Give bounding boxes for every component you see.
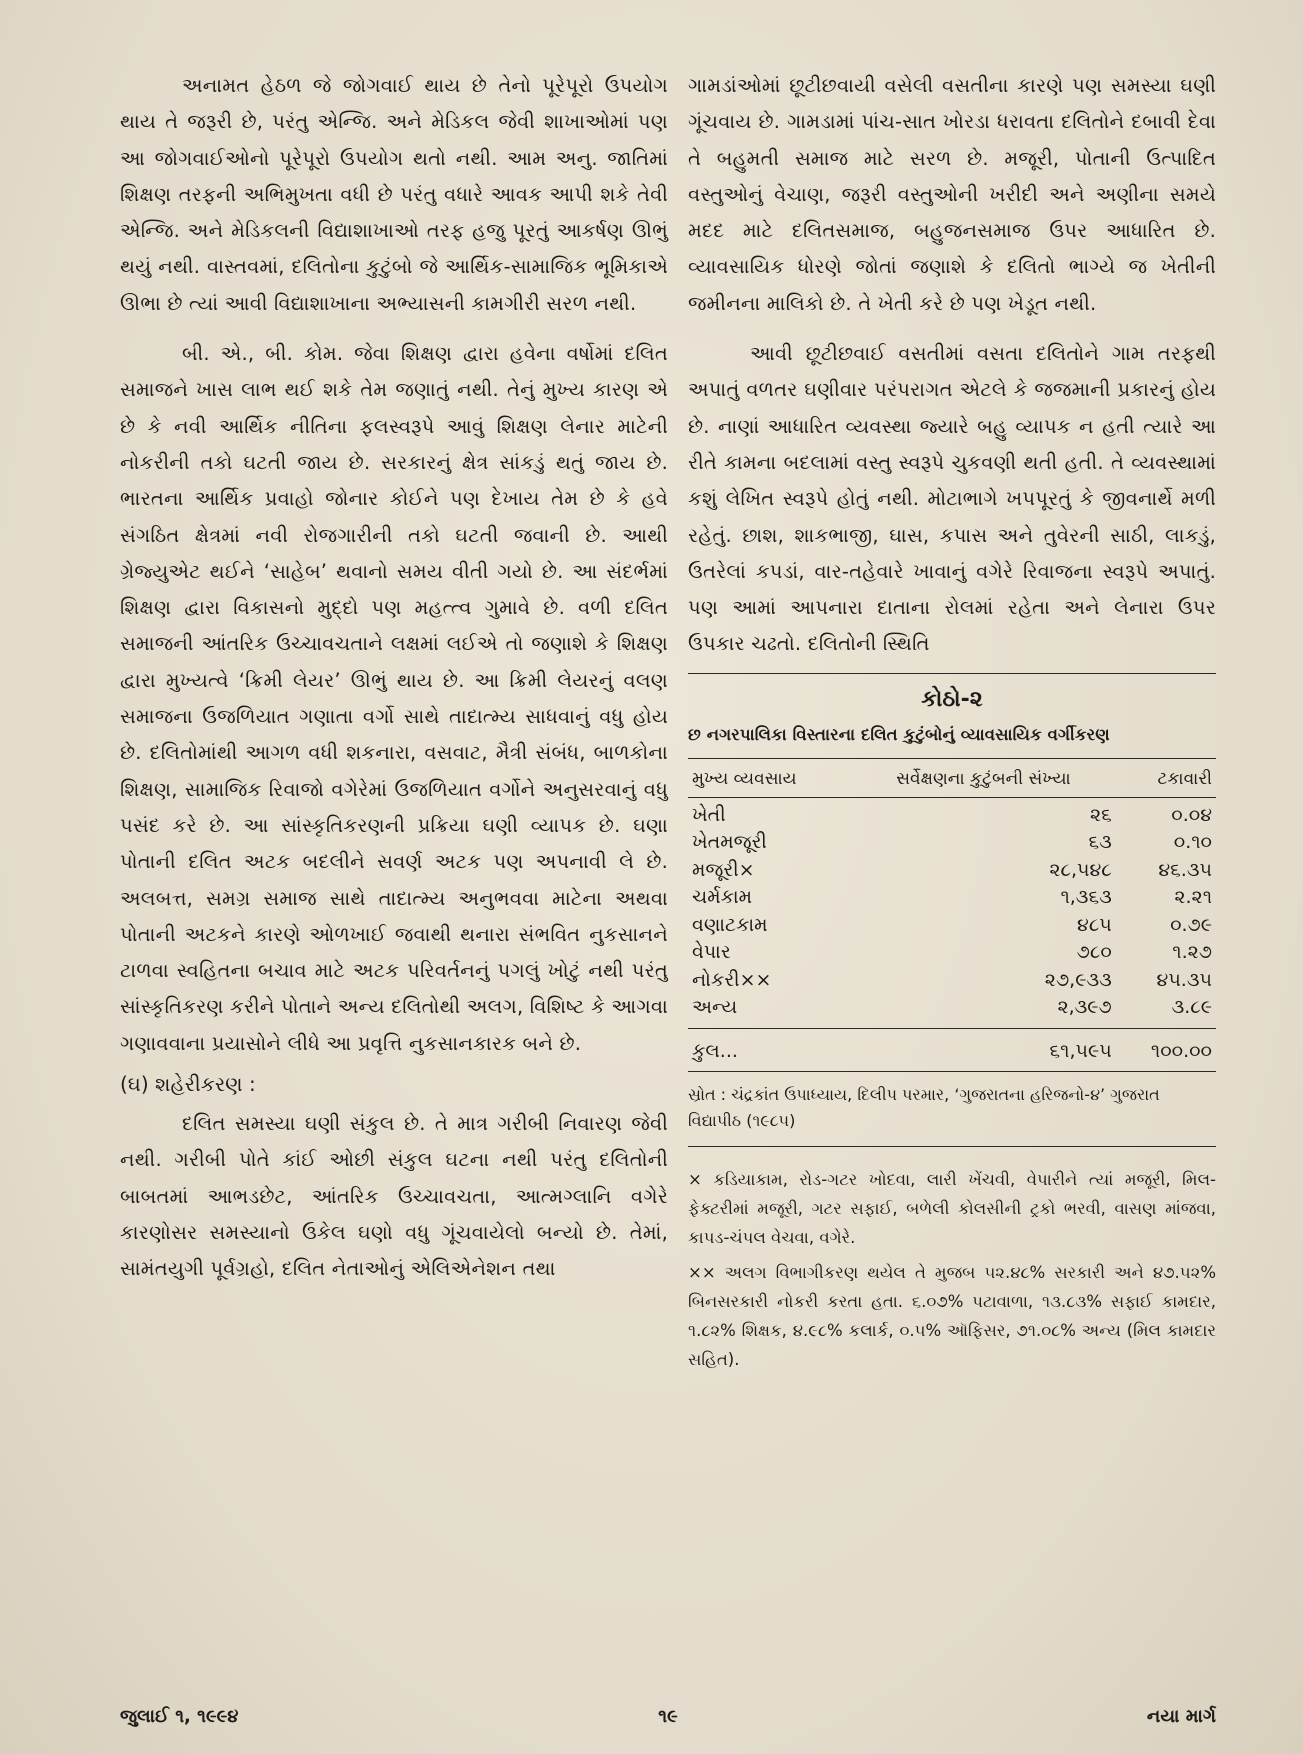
table-cell: કુલ... <box>692 1039 738 1062</box>
table-cell: અન્ય <box>692 996 738 1019</box>
table-cell: ૧૦૦.૦૦ <box>1150 1039 1212 1062</box>
table-cell: ૧,૩૬૩ <box>1060 886 1112 909</box>
table-cell: ૦.૧૦ <box>1173 831 1212 854</box>
column-header: મુખ્ય વ્યવસાય <box>692 768 797 789</box>
table-subtitle: છ નગરપાલિકા વિસ્તારના દલિત કુટુંબોનું વ્યાવસાયિક વર્ગીકરણ <box>688 724 1110 744</box>
footnote: × કડિયાકામ, રોડ-ગટર ખોદવા, લારી ખેંચવી, વેપારીને ત્યાં મજૂરી, મિલ-ફેક્ટરીમાં મજૂરી, ગટર સફાઈ, બળેલી કોલસીની ટ્રકો ભરવી, વાસણ માંજવા, કાપડ-ચંપલ વેચવા, વગેરે. <box>688 1169 1216 1247</box>
table-cell: ૦.૦૪ <box>1171 803 1212 826</box>
table-row <box>688 912 1216 940</box>
table-cell: ખેતી <box>692 803 726 826</box>
paragraph: ગામડાંઓમાં છૂટીછવાયી વસેલી વસતીના કારણે પણ સમસ્યા ઘણી ગૂંચવાય છે. ગામડામાં પાંચ-સાત ખોરડા ધરાવતા દલિતોને દબાવી દેવા તે બહુમતી સમાજ માટે સરળ છે. મજૂરી, પોતાની ઉત્પાદિત વસ્તુઓનું વેચાણ, જરૂરી વસ્તુઓની ખરીદી અને અણીના સમયે મદદ માટે દલિતસમાજ, બહુજનસમાજ ઉપર આધારિત છે. વ્યાવસાયિક ધોરણે જોતાં જણાશે કે દલિતો ભાગ્યે જ ખેતીની જમીનના માલિકો છે. તે ખેતી કરે છે પણ ખેડૂત નથી. <box>688 74 1216 315</box>
table-row <box>688 967 1216 995</box>
table-cell: ૪૫.૩૫ <box>1156 968 1212 991</box>
left-column <box>120 68 668 1288</box>
paragraph: આવી છૂટીછવાઈ વસતીમાં વસતા દલિતોને ગામ તરફથી અપાતું વળતર ઘણીવાર પરંપરાગત એટલે કે જજમાની પ્રકારનું હોય છે. નાણાં આધારિત વ્યવસ્થા જ્યારે બહુ વ્યાપક ન હતી ત્યારે આ રીતે કામના બદલામાં વસ્તુ સ્વરૂપે ચુકવણી થતી હતી. તે વ્યવસ્થામાં કશું લેખિત સ્વરૂપે હોતું નથી. મોટાભાગે ખપપૂરતું કે જીવનાર્થે મળી રહેતું. છાશ, શાકભાજી, ઘાસ, કપાસ અને તુવેરની સાઠી, લાકડું, ઉતરેલાં કપડાં, વાર-તહેવારે ખાવાનું વગેરે રિવાજના સ્વરૂપે અપાતું. પણ આમાં આપનારા દાતાના રોલમાં રહેતા અને લેનારા ઉપર ઉપકાર ચઢતો. દલિતોની સ્થિતિ <box>688 342 1216 656</box>
table-cell: મજૂરી× <box>692 858 755 881</box>
table-row <box>688 994 1216 1028</box>
table-total-row <box>688 1028 1216 1071</box>
table-cell: ૪૮૫ <box>1077 913 1112 936</box>
table-row <box>688 797 1216 829</box>
table-cell: ચર્મકામ <box>692 886 753 909</box>
paragraph: અનામત હેઠળ જે જોગવાઈ થાય છે તેનો પૂરેપૂરો ઉપયોગ થાય તે જરૂરી છે, પરંતુ એન્જિ. અને મેડિકલ જેવી શાખાઓમાં પણ આ જોગવાઈઓનો પૂરેપૂરો ઉપયોગ થતો નથી. આમ અનુ. જાતિમાં શિક્ષણ તરફની અભિમુખતા વધી છે પરંતુ વધારે આવક આપી શકે તેવી એન્જિ. અને મેડિકલની વિદ્યાશાખાઓ તરફ હજુ પૂરતું આકર્ષણ ઊભું થયું નથી. વાસ્તવમાં, દલિતોના કુટુંબો જે આર્થિક-સામાજિક ભૂમિકાએ ઊભા છે ત્યાં આવી વિદ્યાશાખાના અભ્યાસની કામગીરી સરળ નથી. <box>120 74 668 315</box>
table-cell: ૬૩ <box>1088 831 1112 854</box>
table-row <box>688 884 1216 912</box>
table-cell: ૨૭,૯૩૩ <box>1044 968 1112 991</box>
table-cell: વણાટકામ <box>692 913 768 936</box>
footnote: ×× અલગ વિભાગીકરણ થયેલ તે મુજબ ૫૨.૪૮% સરકારી અને ૪૭.૫૨% બિનસરકારી નોકરી કરતા હતા. ૬.૦૭% પટાવાળા, ૧૩.૮૩% સફાઈ કામદાર, ૧.૮૨% શિક્ષક, ૪.૯૮% કલાર્ક, ૦.૫% ઑફિસર, ૭૧.૦૮% અન્ય (મિલ કામદાર સહિત). <box>688 1262 1216 1369</box>
table-row <box>688 939 1216 967</box>
table-cell: ૩.૮૯ <box>1171 996 1212 1019</box>
table-cell: ૨,૩૯૭ <box>1057 996 1112 1019</box>
table-cell: વેપાર <box>692 941 731 964</box>
occupation-table <box>688 758 1216 1072</box>
table-cell: ૬૧,૫૯૫ <box>1049 1039 1112 1062</box>
table-cell: ૨૬ <box>1089 803 1112 826</box>
table-cell: ખેતમજૂરી <box>692 831 767 854</box>
table-header-row <box>688 758 1216 797</box>
table-cell: ૭૮૦ <box>1076 941 1112 964</box>
table-cell: ૦.૭૯ <box>1170 913 1212 936</box>
paragraph: બી. એ., બી. કોમ. જેવા શિક્ષણ દ્વારા હવેના વર્ષોમાં દલિત સમાજને ખાસ લાભ થઈ શકે તેમ જણાતું નથી. તેનું મુખ્ય કારણ એ છે કે નવી આર્થિક નીતિના ફલસ્વરૂપે આવું શિક્ષણ લેનાર માટેની નોકરીની તકો ઘટતી જાય છે. સરકારનું ક્ષેત્ર સાંકડું થતું જાય છે. ભારતના આર્થિક પ્રવાહો જોનાર કોઈને પણ દેખાય તેમ છે કે હવે સંગઠિત ક્ષેત્રમાં નવી રોજગારીની તકો ઘટતી જવાની છે. આથી ગ્રેજ્યુએટ થઈને ‘સાહેબ’ થવાનો સમય વીતી ગયો છે. આ સંદર્ભમાં શિક્ષણ દ્વારા વિકાસનો મુદ્દો પણ મહત્ત્વ ગુમાવે છે. વળી દલિત સમાજની આંતરિક ઉચ્ચાવચતાને લક્ષમાં લઈએ તો જણાશે કે શિક્ષણ દ્વારા મુખ્યત્વે ‘ક્રિમી લેયર’ ઊભું થાય છે. આ ક્રિમી લેયરનું વલણ સમાજના ઉજળિયાત ગણાતા વર્ગો સાથે તાદાત્મ્ય સાધવાનું વધુ હોય છે. દલિતોમાંથી આગળ વધી શકનારા, વસવાટ, મૈત્રી સંબંધ, બાળકોના શિક્ષણ, સામાજિક રિવાજો વગેરેમાં ઉજળિયાત વર્ગોને અનુસરવાનું વધુ પસંદ કરે છે. આ સાંસ્કૃતિકરણની પ્રક્રિયા ઘણી વ્યાપક છે. ઘણા પોતાની દલિત અટક બદલીને સવર્ણ અટક પણ અપનાવી લે છે. અલબત્ત, સમગ્ર સમાજ સાથે તાદાત્મ્ય અનુભવવા માટેના અથવા પોતાની અટકને કારણે ઓળખાઈ જવાથી થનારા સંભવિત નુકસાનને ટાળવા સ્વહિતના બચાવ માટે અટક પરિવર્તનનું પગલું ખોટું નથી પરંતુ સાંસ્કૃતિકરણ કરીને પોતાને અન્ય દલિતોથી અલગ, વિશિષ્ટ કે આગવા ગણાવવાના પ્રયાસોને લીધે આ પ્રવૃત્તિ નુકસાનકારક બને છે. <box>120 342 668 1055</box>
table-title: કોઠો-૨ <box>921 686 983 712</box>
magazine-name: નયા માર્ગ <box>1146 1706 1216 1727</box>
page-footer <box>120 1706 1216 1736</box>
right-column <box>688 68 1216 1380</box>
table-cell: ૨.૨૧ <box>1174 886 1212 909</box>
paragraph: દલિત સમસ્યા ઘણી સંકુલ છે. તે માત્ર ગરીબી નિવારણ જેવી નથી. ગરીબી પોતે કાંઈ ઓછી સંકુલ ઘટના નથી પરંતુ દલિતોની બાબતમાં આભડછેટ, આંતરિક ઉચ્ચાવચતા, આત્મગ્લાનિ વગેરે કારણોસર સમસ્યાનો ઉકેલ ઘણો વધુ ગૂંચવાયેલો બન્યો છે. તેમાં, સામંતયુગી પૂર્વગ્રહો, દલિત નેતાઓનું એલિએનેશન તથા <box>120 1112 668 1281</box>
column-header: ટકાવારી <box>1157 768 1212 789</box>
table-cell: ૧.૨૭ <box>1172 941 1212 964</box>
page-number: ૧૯ <box>658 1706 678 1727</box>
occupation-table-box <box>688 673 1216 1147</box>
table-row <box>688 857 1216 885</box>
table-cell: ૪૬.૩૫ <box>1158 858 1212 881</box>
footnotes <box>688 1165 1216 1374</box>
table-cell: ૨૮,૫૪૮ <box>1049 858 1112 881</box>
table-row <box>688 829 1216 857</box>
table-cell: નોકરી×× <box>692 968 772 991</box>
table-source: સ્રોત : ચંદ્રકાંત ઉપાધ્યાય, દિલીપ પરમાર, ‘ગુજરાતના હરિજનો-૪’ ગુજરાત વિદ્યાપીઠ (૧૯૮૫) <box>688 1082 1216 1147</box>
column-header: સર્વેક્ષણના કુટુંબની સંખ્યા <box>896 768 1071 789</box>
section-heading: (ઘ) શહેરીકરણ : <box>120 1072 256 1097</box>
issue-date: જુલાઈ ૧, ૧૯૯૪ <box>120 1706 239 1727</box>
